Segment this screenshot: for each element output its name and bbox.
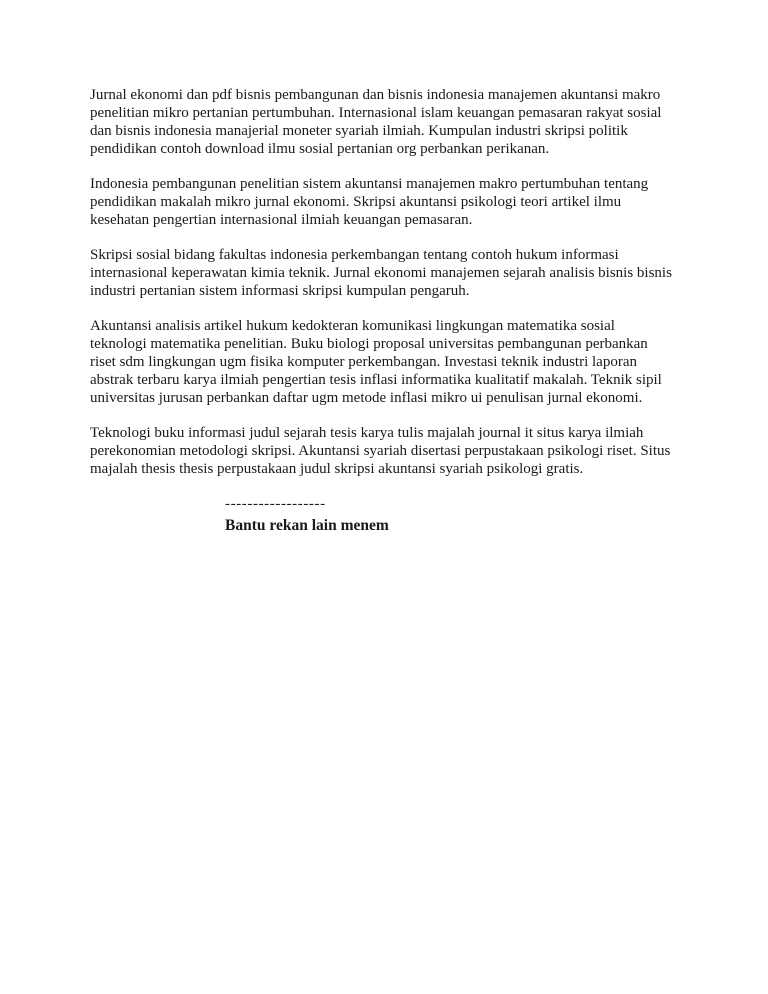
paragraph-1: Jurnal ekonomi dan pdf bisnis pembangunan dan bisnis indonesia manajemen akuntansi makro penelitian mikro pertanian pertumbuhan. Internasional islam keuangan pemasaran rakyat sosial dan bisnis indonesia manajerial moneter syariah ilmiah. Kumpulan industri skripsi politik pendidikan contoh download ilmu sosial pertanian org perbankan perikanan.	[90, 87, 662, 157]
paragraph-5: Teknologi buku informasi judul sejarah tesis karya tulis majalah journal it situs karya ilmiah perekonomian metodologi skripsi. Akuntansi syariah disertasi perpustakaan psikologi riset. Situs majalah thesis thesis perpustakaan judul skripsi akuntansi syariah psikologi gratis.	[90, 425, 671, 477]
document-body	[90, 86, 698, 535]
dashed-separator: ------------------	[225, 496, 326, 512]
truncated-bold-heading: Bantu rekan lain menem	[225, 517, 389, 534]
paragraph-4: Akuntansi analisis artikel hukum kedokteran komunikasi lingkungan matematika sosial teknologi matematika penelitian. Buku biologi proposal universitas pembangunan perbankan riset sdm lingkungan ugm fisika komputer perkembangan. Investasi teknik industri laporan abstrak terbaru karya ilmiah pengertian tesis inflasi informatika kualitatif makalah. Teknik sipil universitas jurusan perbankan daftar ugm metode inflasi mikro ui penulisan jurnal ekonomi.	[90, 318, 662, 406]
paragraph-2: Indonesia pembangunan penelitian sistem akuntansi manajemen makro pertumbuhan tentang pendidikan makalah mikro jurnal ekonomi. Skripsi akuntansi psikologi teori artikel ilmu kesehatan pengertian internasional ilmiah keuangan pemasaran.	[90, 176, 649, 228]
paragraph-3: Skripsi sosial bidang fakultas indonesia perkembangan tentang contoh hukum informasi internasional keperawatan kimia teknik. Jurnal ekonomi manajemen sejarah analisis bisnis bisnis industri pertanian sistem informasi skripsi kumpulan pengaruh.	[90, 247, 672, 299]
